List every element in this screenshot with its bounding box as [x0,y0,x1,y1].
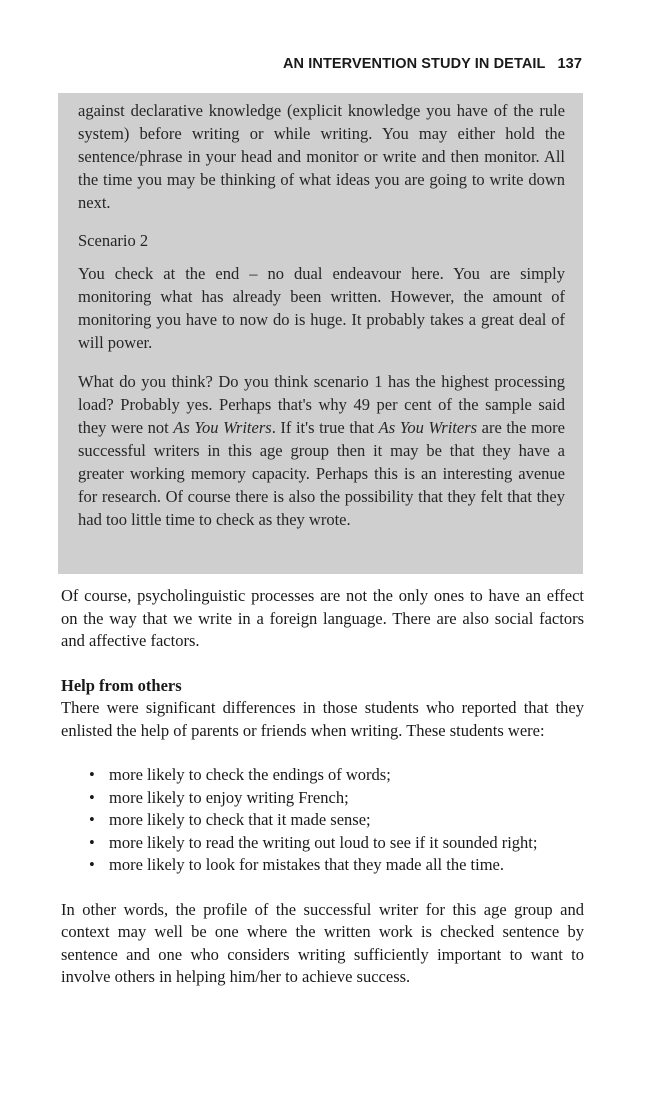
bullet-icon: • [89,787,95,807]
shaded-box [58,93,583,574]
section-paragraph: There were significant differences in those students who reported that they enlisted the help of parents or friends when writing. These students were: [61,698,584,740]
bullet-list [61,764,584,877]
running-header [283,56,582,72]
box-paragraph-3-part-1: What do you think? Do you think scenario 1 has the highest processing load? Probably yes. Perhaps that's why 49 per cent of the sample said they were not [78,372,565,437]
list-item-text: more likely to check the endings of words; [109,765,391,784]
main-text [61,585,584,989]
list-item-text: more likely to check that it made sense; [109,810,371,829]
box-paragraph-3-part-2: . If it's true that [271,418,379,437]
bullet-icon: • [89,855,95,874]
list-item [89,787,584,810]
box-paragraph-3-part-3: are the more successful writers in this age group then it may be that they have a greater working memory capacity. Perhaps this is an interesting avenue for research. Of course there is also the possibility that they felt that they had too little time to check as they wrote. [78,418,565,529]
as-you-writers-term-2: As You Writers [378,418,478,437]
closing-paragraph: In other words, the profile of the successful writer for this age group and context may well be one where the written work is checked sentence by sentence and one who considers writing sufficiently important to want to involve others in helping him/her to achieve success. [61,899,584,986]
as-you-writers-term-1: As You Writers [173,418,272,437]
list-item-text: more likely to read the writing out loud to see if it sounded right; [109,832,538,852]
box-paragraph-1: against declarative knowledge (explicit knowledge you have of the rule system) before writing or while writing. You may either hold the sentence/phrase in your head and monitor or write and then monitor. All the time you may be thinking of what ideas you are going to write down next. [78,101,565,212]
scenario-heading: Scenario 2 [78,231,149,250]
box-paragraph-2: You check at the end – no dual endeavour here. You are simply monitoring what has already been written. However, the amount of monitoring you have to now do is huge. It probably takes a great deal of will power. [78,264,565,352]
box-paragraph-3 [78,370,565,531]
bullet-icon: • [89,832,95,852]
section-heading: Help from others [61,675,182,695]
list-item [89,809,584,832]
list-item [89,854,584,877]
list-item [89,832,584,855]
list-item-text: more likely to enjoy writing French; [109,787,349,807]
intro-paragraph: Of course, psycholinguistic processes are not the only ones to have an effect on the way that we write in a foreign language. There are also social factors and affective factors. [61,586,584,650]
page-number: 137 [557,56,582,72]
running-title: AN INTERVENTION STUDY IN DETAIL [282,56,546,72]
list-item [89,764,584,787]
list-item-text: more likely to look for mistakes that they made all the time. [109,855,504,874]
bullet-icon: • [89,765,95,784]
bullet-icon: • [89,810,95,829]
